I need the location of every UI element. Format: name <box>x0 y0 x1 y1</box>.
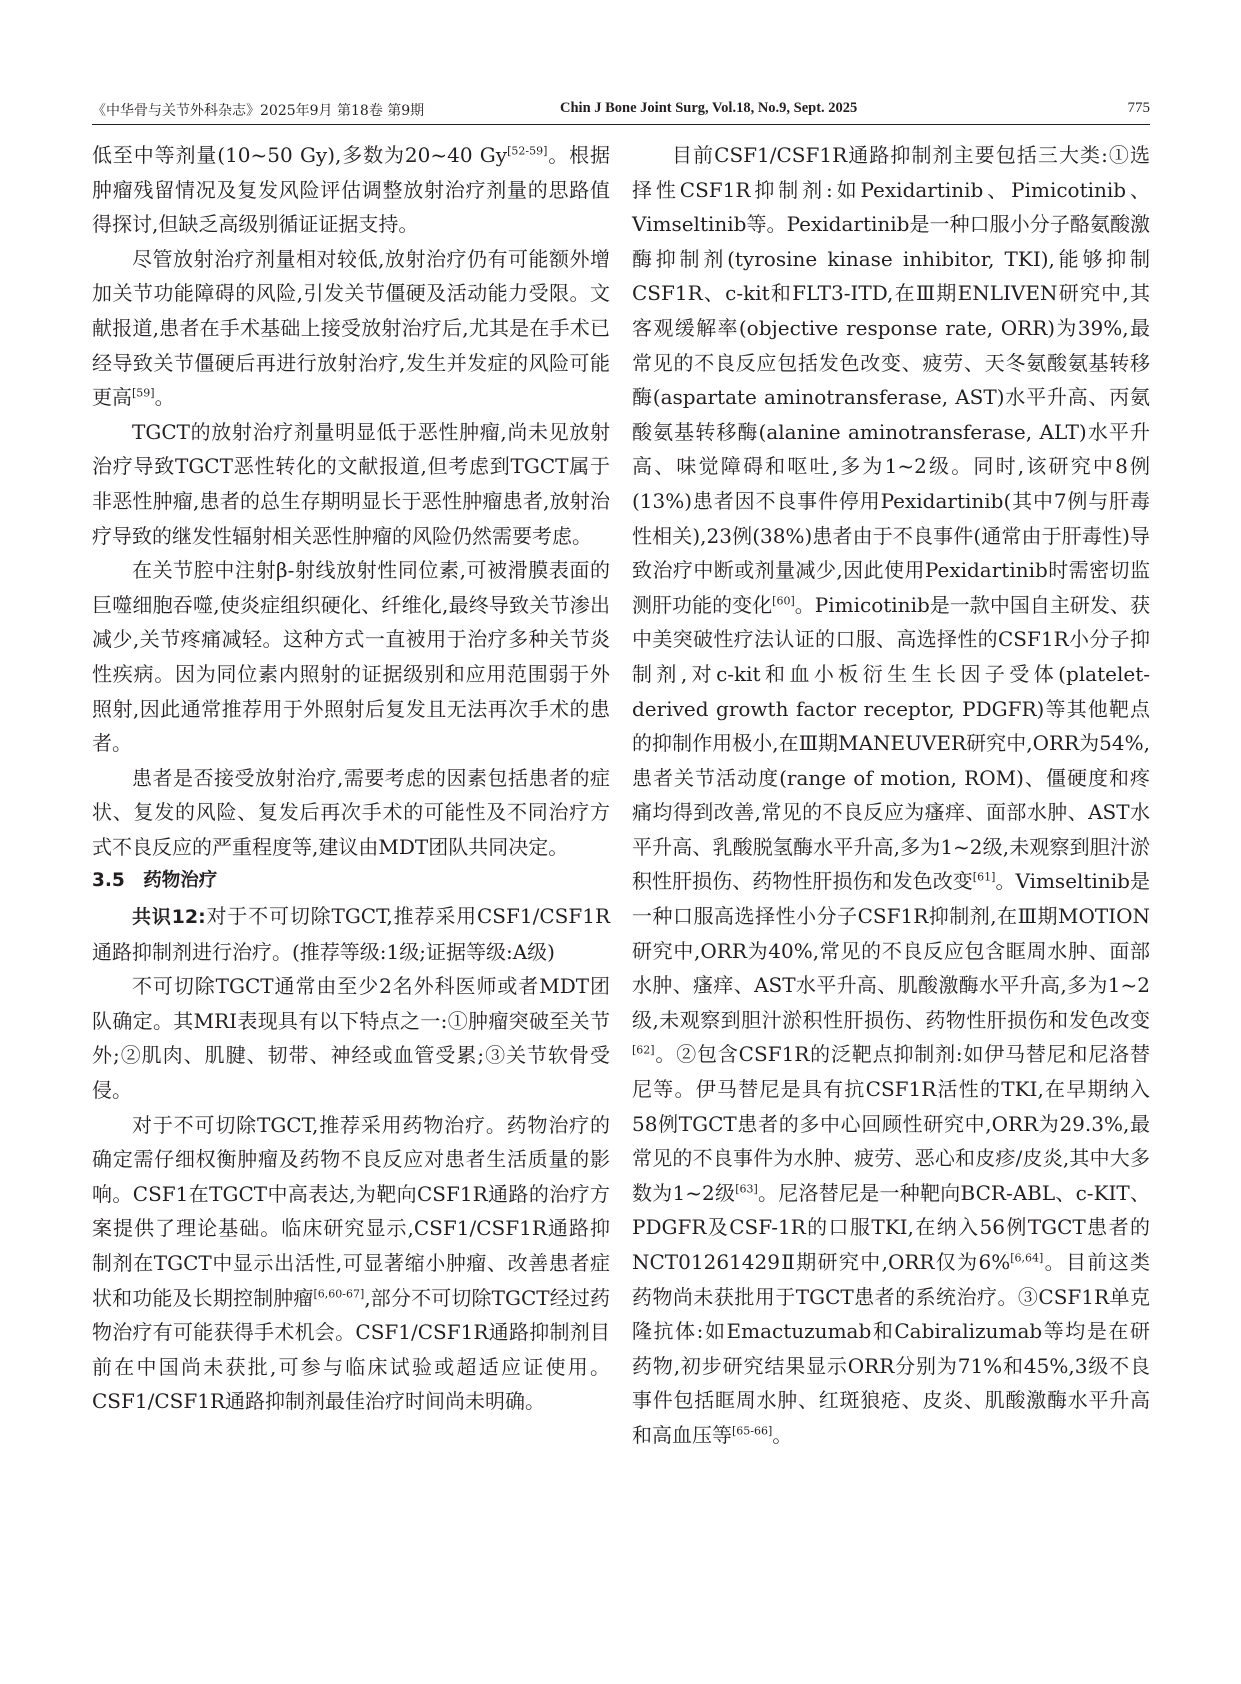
paragraph <box>632 138 1150 1453</box>
paragraph: 患者是否接受放射治疗,需要考虑的因素包括患者的症状、复发的风险、复发后再次手术的可能性及不同治疗方式不良反应的严重程度等,建议由MDT团队共同决定。 <box>92 765 610 859</box>
text: 。尼洛替尼是一种靶向BCR-ABL、c-KIT、PDGFR及CSF-1R的口服TKI,在纳入56例TGCT患者的NCT01261429Ⅱ期研究中,ORR仅为6% <box>632 1180 1150 1274</box>
consensus-statement <box>92 899 610 969</box>
text: 。Pimicotinib是一款中国自主研发、获中美突破性疗法认证的口服、高选择性的CSF1R小分子抑制剂,对c-kit和血小板衍生生长因子受体(platelet-derived growth factor receptor, PDGFR)等其他靶点的抑制作用极小,在Ⅲ期MANEUVER研究中,ORR为54%,患者关节活动度(range of motion, ROM)、僵硬度和疼痛均得到改善,常见的不良反应为瘙痒、面部水肿、AST水平升高、乳酸脱氢酶水平升高,多为1~2级,未观察到胆汁淤积性肝损伤、药物性肝损伤和发色改变 <box>632 592 1150 894</box>
text: 目前CSF1/CSF1R通路抑制剂主要包括三大类:①选择性CSF1R抑制剂:如Pexidartinib、Pimicotinib、Vimseltinib等。Pexidartinib是一种口服小分子酪氨酸激酶抑制剂(tyrosine kinase inhibitor, TKI),能够抑制CSF1R、c-kit和FLT3-ITD,在Ⅲ期ENLIVEN研究中,其客观缓解率(objective response rate, ORR)为39%,最常见的不良反应包括发色改变、疲劳、天冬氨酸氨基转移酶(aspartate aminotransferase, AST)水平升高、丙氨酸氨基转移酶(alanine aminotransferase, ALT)水平升高、味觉障碍和呕吐,多为1~2级。同时,该研究中8例(13%)患者因不良事件停用Pexidartinib(其中7例与肝毒性相关),23例(38%)患者由于不良事件(通常由于肝毒性)导致治疗中断或剂量减少,因此使用Pexidartinib时需密切监测肝功能的变化 <box>632 143 1150 617</box>
citation: [6,60-67] <box>313 1286 365 1300</box>
paragraph: 不可切除TGCT通常由至少2名外科医师或者MDT团队确定。其MRI表现具有以下特点之一:①肿瘤突破至关节外;②肌肉、肌腱、韧带、神经或血管受累;③关节软骨受侵。 <box>92 974 610 1103</box>
running-header <box>92 100 1150 126</box>
citation: [61] <box>972 870 996 884</box>
page-number: 775 <box>1127 100 1150 116</box>
citation: [52-59] <box>507 144 548 158</box>
text: 。 <box>154 385 175 410</box>
text: 。 <box>772 1422 793 1447</box>
right-column <box>632 138 1150 1453</box>
text: 。②包含CSF1R的泛靶点抑制剂:如伊马替尼和尼洛替尼等。伊马替尼是具有抗CSF1R活性的TKI,在早期纳入58例TGCT患者的多中心回顾性研究中,ORR为29.3%,最常见的不良事件为水肿、疲劳、恶心和皮疹/皮炎,其中大多数为1~2级 <box>632 1042 1150 1205</box>
paragraph <box>92 138 610 242</box>
header-rule <box>92 124 1150 125</box>
text: 低至中等剂量(10~50 Gy),多数为20~40 Gy <box>92 143 508 167</box>
journal-title-en: Chin J Bone Joint Surg, Vol.18, No.9, Sept. 2025 <box>560 100 858 116</box>
section-heading: 3.5 药物治疗 <box>92 870 218 892</box>
paragraph: 在关节腔中注射β-射线放射性同位素,可被滑膜表面的巨噬细胞吞噬,使炎症组织硬化、纤维化,最终导致关节渗出减少,关节疼痛减轻。这种方式一直被用于治疗多种关节炎性疾病。因为同位素内照射的证据级别和应用范围弱于外照射,因此通常推荐用于外照射后复发且无法再次手术的患者。 <box>92 558 610 756</box>
text: 。根据肿瘤残留情况及复发风险评估调整放射治疗剂量的思路值得探讨,但缺乏高级别循证证据支持。 <box>92 143 611 237</box>
citation: [62] <box>632 1043 655 1057</box>
text: 对于不可切除TGCT,推荐采用CSF1/CSF1R通路抑制剂进行治疗。(推荐等级:1级;证据等级:A级) <box>92 904 610 964</box>
text: 尽管放射治疗剂量相对较低,放射治疗仍有可能额外增加关节功能障碍的风险,引发关节僵硬及活动能力受限。文献报道,患者在手术基础上接受放射治疗后,尤其是在手术已经导致关节僵硬后再进行放射治疗,发生并发症的风险可能更高 <box>92 246 610 410</box>
text: 。Vimseltinib是一种口服高选择性小分子CSF1R抑制剂,在Ⅲ期MOTION研究中,ORR为40%,常见的不良反应包含眶周水肿、面部水肿、瘙痒、AST水平升高、肌酸激酶水平升高,多为1~2级,未观察到胆汁淤积性肝损伤、药物性肝损伤和发色改变 <box>632 869 1150 1032</box>
paragraph <box>92 1108 610 1419</box>
left-column <box>92 138 610 1419</box>
consensus-label: 共识12: <box>132 906 206 929</box>
citation: [6,64] <box>1010 1251 1044 1265</box>
citation: [63] <box>735 1182 758 1196</box>
paragraph: TGCT的放射治疗剂量明显低于恶性肿瘤,尚未见放射治疗导致TGCT恶性转化的文献报道,但考虑到TGCT属于非恶性肿瘤,患者的总生存期明显长于恶性肿瘤患者,放射治疗导致的继发性辐射相关恶性肿瘤的风险仍然需要考虑。 <box>92 419 610 548</box>
text: 。目前这类药物尚未获批用于TGCT患者的系统治疗。③CSF1R单克隆抗体:如Emactuzumab和Cabiralizumab等均是在研药物,初步研究结果显示ORR分别为71%和45%,3级不良事件包括眶周水肿、红斑狼疮、皮炎、肌酸激酶水平升高和高血压等 <box>632 1250 1151 1447</box>
citation: [59] <box>132 386 155 400</box>
citation: [65-66] <box>732 1424 773 1438</box>
text: ,部分不可切除TGCT经过药物治疗有可能获得手术机会。CSF1/CSF1R通路抑制剂目前在中国尚未获批,可参与临床试验或超适应证使用。CSF1/CSF1R通路抑制剂最佳治疗时间尚未明确。 <box>92 1285 610 1414</box>
text: 对于不可切除TGCT,推荐采用药物治疗。药物治疗的确定需仔细权衡肿瘤及药物不良反应对患者生活质量的影响。CSF1在TGCT中高表达,为靶向CSF1R通路的治疗方案提供了理论基础。临床研究显示,CSF1/CSF1R通路抑制剂在TGCT中显示出活性,可显著缩小肿瘤、改善患者症状和功能及长期控制肿瘤 <box>92 1112 610 1310</box>
citation: [60] <box>772 594 795 608</box>
paragraph <box>92 242 610 415</box>
journal-title-cn: 《中华骨与关节外科杂志》2025年9月 第18卷 第9期 <box>92 103 425 119</box>
